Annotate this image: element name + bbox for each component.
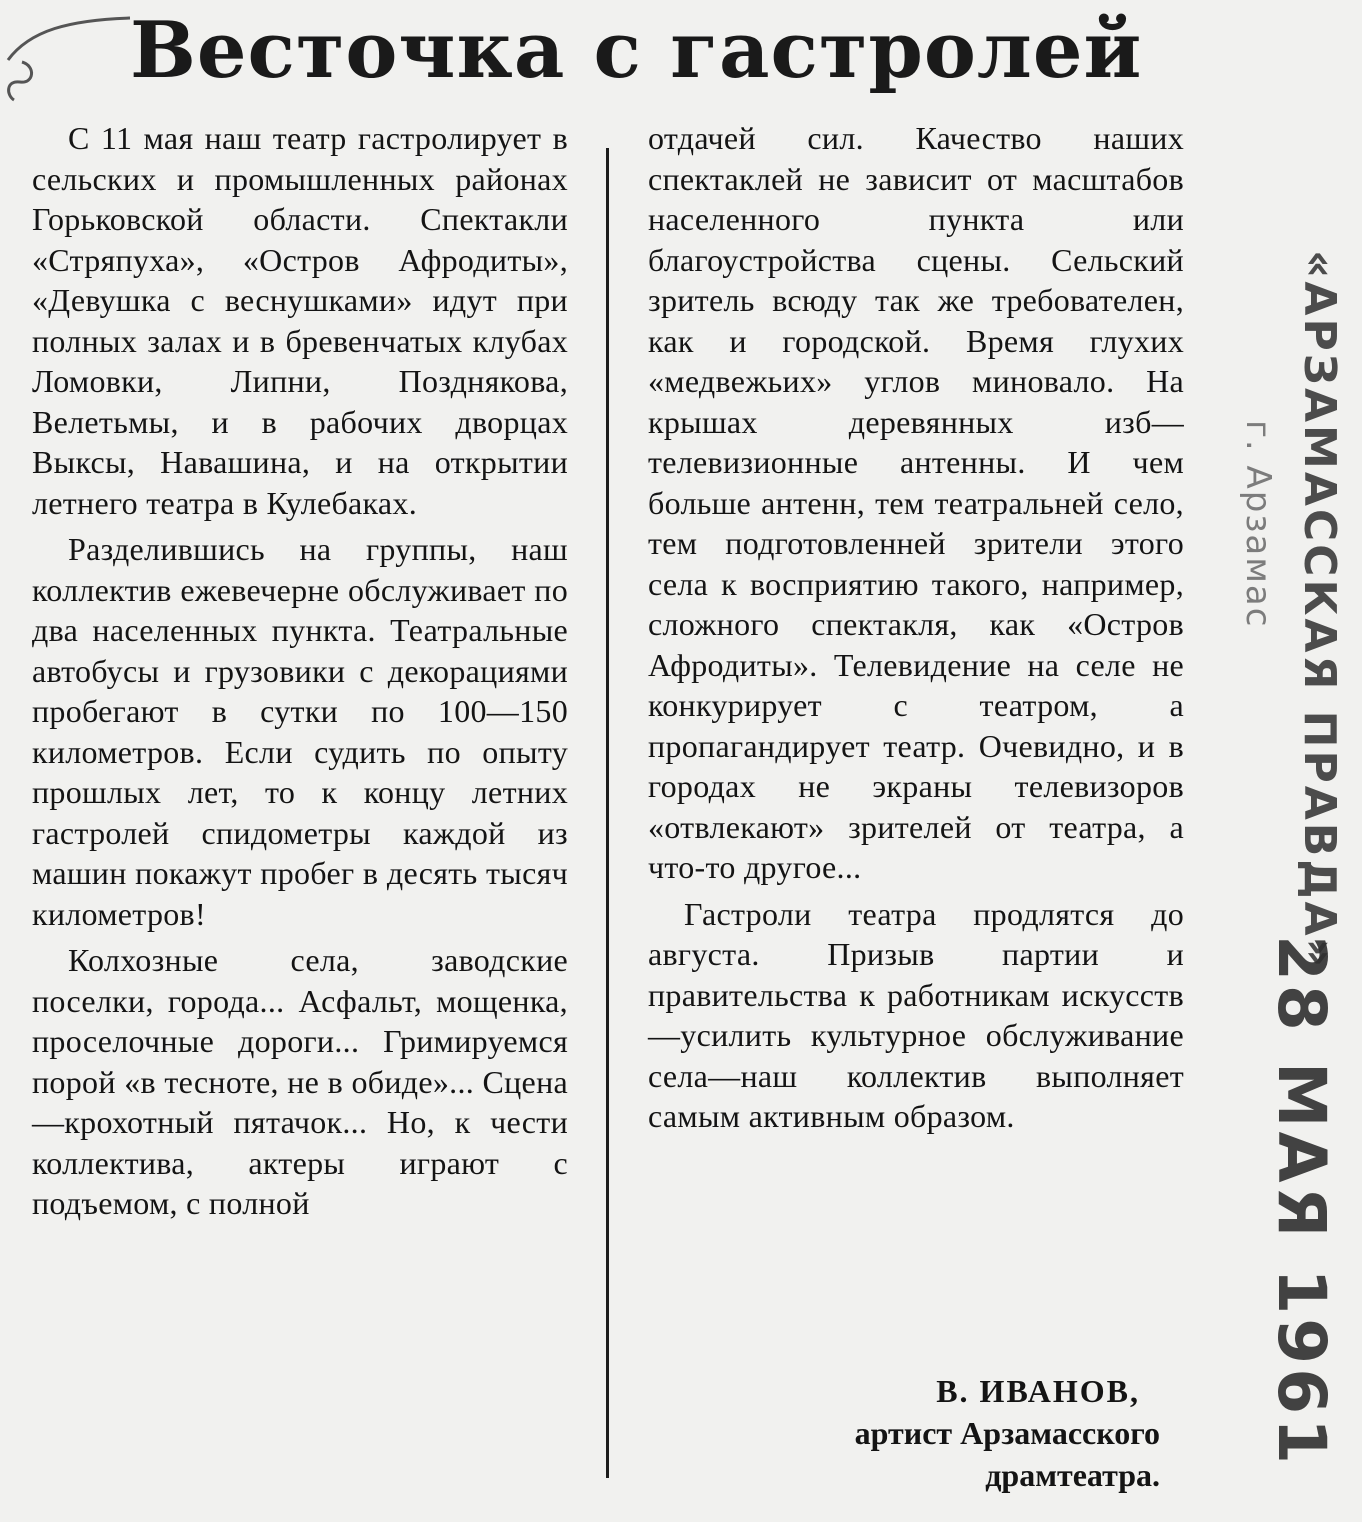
column-divider xyxy=(606,148,609,1478)
pencil-mark xyxy=(0,0,140,120)
paragraph: отдачей сил. Качество наших спектаклей не зависит от масштабов населенного пункта или благоустройства сцены. Сельский зритель всюду так же требователен, как и городской. Время глухих «медвежьих» углов миновало. На крышах деревянных изб—телевизионные антенны. И чем больше антенн, тем театральней село, тем подготовленней зрители этого села к восприятию такого, например, сложного спектакля, как «Остров Афродиты». Телевидение на селе не конкурирует с театром, а пропагандирует театр. Очевидно, и в городах не экраны телевизоров «отвлекают» зрителей от театра, а что-то другое... xyxy=(648,120,1184,885)
paragraph: Гастроли театра продлятся до августа. Призыв партии и правительства к работникам искусств—усилить культурное обслуживание села—наш коллектив выполняет самым активным образом. xyxy=(648,895,1184,1134)
paragraph: Разделившись на группы, наш коллектив ежевечерне обслуживает по два населенных пункта. Театральные автобусы и грузовики с декорациями пробегают в сутки по 100—150 километров. Если судить по опыту прошлых лет, то к концу летних гастролей спидометры каждой из машин покажут пробег в десять тысяч километров! xyxy=(32,531,568,932)
article-title: Весточка с гастролей xyxy=(130,5,1143,96)
paragraph: Колхозные села, заводские поселки, города... Асфальт, мощенка, проселочные дороги... Гримируемся порой «в тесноте, не в обиде»... Сцена—крохотный пятачок... Но, к чести коллектива, актеры играют с подъемом, с полной xyxy=(32,942,568,1221)
author-role: артист Арзамасского xyxy=(854,1415,1160,1451)
paragraph: С 11 мая наш театр гастролирует в сельских и промышленных районах Горьковской области. Спектакли «Стряпуха», «Остров Афродиты», «Девушка с веснушками» идут при полных залах и в бревенчатых клубах Ломовки, Липни, Позднякова, Велетьмы, и в рабочих дворцах Выксы, Навашина, и на открытии летнего театра в Кулебаках. xyxy=(32,120,568,521)
author-role-continued: драмтеатра. xyxy=(985,1457,1160,1493)
newspaper-stamp: «АРЗАМАССКАЯ ПРАВДА» xyxy=(1294,250,1345,970)
author-name: В. ИВАНОВ, xyxy=(936,1373,1140,1409)
date-stamp: 28 МАЯ 1961 xyxy=(1263,935,1340,1469)
author-signature xyxy=(760,1370,1160,1496)
article-column-left xyxy=(32,118,568,1230)
city-stamp: г. Арзамас xyxy=(1238,420,1278,629)
article-column-right xyxy=(648,118,1184,1143)
